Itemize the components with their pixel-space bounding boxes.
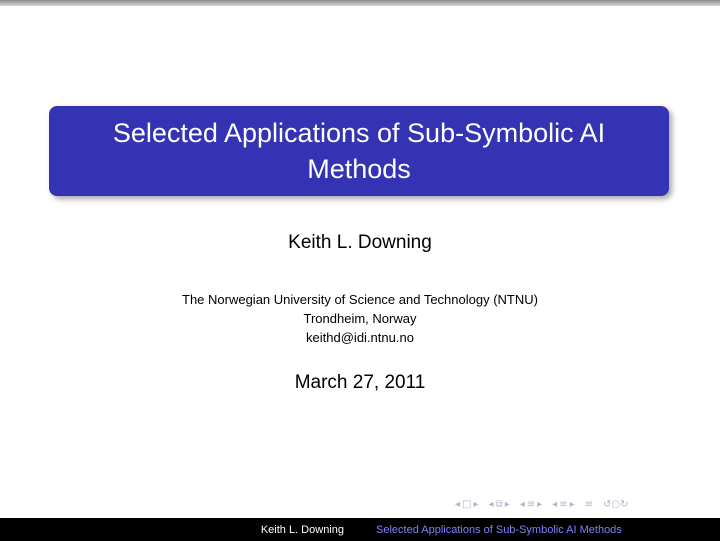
- top-rule: [0, 0, 720, 6]
- footer-author: Keith L. Downing: [260, 523, 344, 536]
- nav-back-slide-icon[interactable]: ◂: [455, 498, 461, 510]
- location: Trondheim, Norway: [303, 311, 417, 326]
- slide-title: Selected Applications of Sub-Symbolic AI Methods: [112, 118, 606, 184]
- nav-forward-frame-icon[interactable]: ▸: [504, 498, 510, 510]
- nav-frame-icon[interactable]: ⧉: [495, 498, 503, 510]
- nav-forward-section-icon[interactable]: ▸: [569, 498, 575, 510]
- nav-search-zoom-icon[interactable]: ↺○↻: [603, 498, 629, 510]
- footer-bar: [0, 518, 720, 541]
- nav-section-icon[interactable]: ≡: [559, 498, 568, 510]
- nav-back-frame-icon[interactable]: ◂: [488, 498, 494, 510]
- email: keithd@idi.ntnu.no: [306, 330, 414, 345]
- nav-slide-icon[interactable]: □: [462, 498, 472, 510]
- affiliation-block: [0, 290, 720, 347]
- nav-back-section-icon[interactable]: ◂: [552, 498, 558, 510]
- nav-forward-slide-icon[interactable]: ▸: [473, 498, 479, 510]
- nav-align-icon[interactable]: ≡: [584, 498, 594, 510]
- nav-back-subsection-icon[interactable]: ◂: [519, 498, 525, 510]
- title-box: [49, 106, 669, 196]
- footer-title: Selected Applications of Sub-Symbolic AI Methods: [376, 523, 622, 536]
- institution: The Norwegian University of Science and Technology (NTNU): [182, 292, 538, 307]
- nav-subsection-icon[interactable]: ≡: [526, 498, 536, 510]
- author-name: Keith L. Downing: [288, 232, 432, 253]
- presentation-date: March 27, 2011: [294, 372, 426, 393]
- navigation-bar: [455, 497, 629, 511]
- nav-forward-subsection-icon[interactable]: ▸: [537, 498, 543, 510]
